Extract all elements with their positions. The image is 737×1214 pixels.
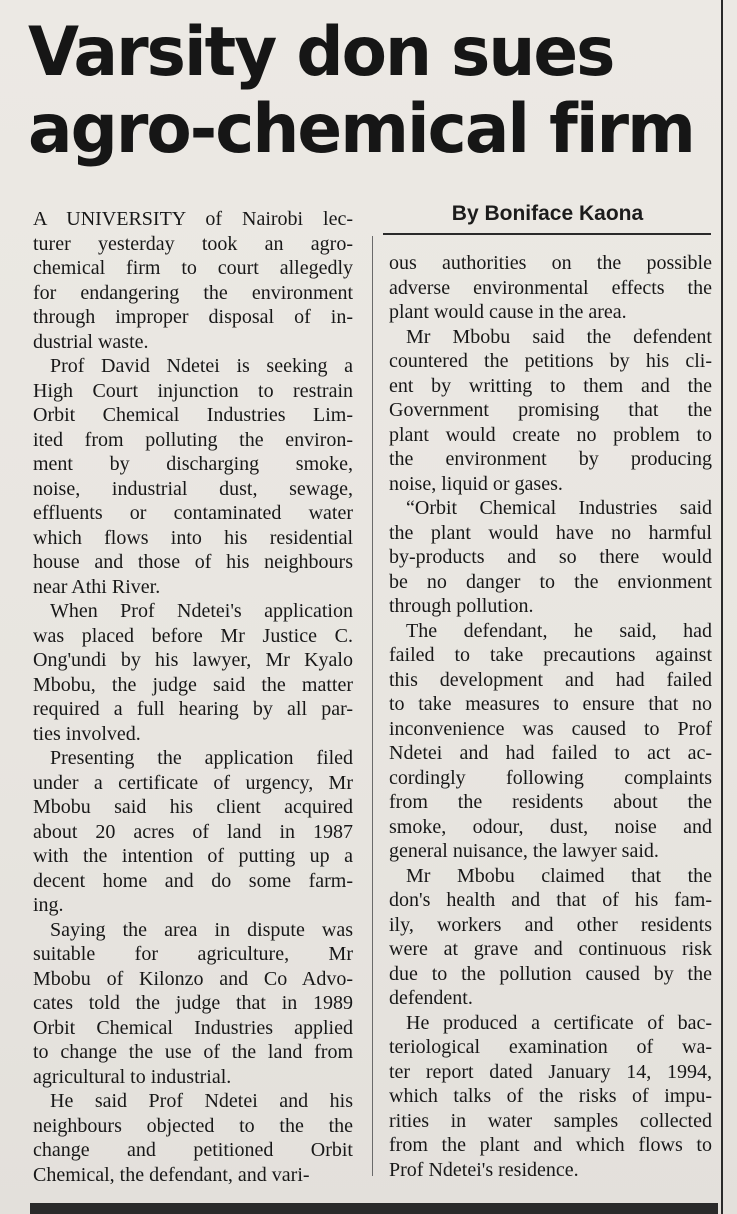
paragraph: [389, 251, 712, 325]
paragraph: [33, 1089, 353, 1187]
text-line: ily, workers and other residents: [389, 913, 712, 936]
text-line: general nuisance, the lawyer said.: [389, 840, 659, 862]
headline-line-2: agro-chemical firm: [28, 90, 694, 169]
text-line: “Orbit Chemical Industries said: [406, 497, 712, 519]
text-line: suitable for agriculture, Mr: [33, 943, 353, 965]
text-line: A UNIVERSITY of Nairobi lec-: [33, 208, 353, 230]
byline-rule: [383, 233, 711, 235]
text-line: near Athi River.: [33, 575, 161, 598]
text-line: rities in water samples collected: [389, 1109, 712, 1132]
text-line: smoke, odour, dust, noise and: [389, 815, 712, 838]
text-line: ment by discharging smoke,: [33, 453, 353, 475]
text-line: to take measures to ensure that no: [389, 693, 712, 715]
text-line: change and petitioned Orbit: [33, 1139, 353, 1161]
text-line: under a certificate of urgency, Mr: [33, 771, 353, 794]
text-line: from the plant and which flows to: [389, 1134, 712, 1156]
byline: By Boniface Kaona: [451, 202, 644, 225]
text-line: noise, industrial dust, sewage,: [33, 477, 353, 500]
text-line: house and those of his neighbours: [33, 551, 353, 573]
text-line: High Court injunction to restrain: [33, 379, 353, 402]
bottom-rule: [30, 1203, 718, 1214]
article-column-left: [33, 207, 353, 1187]
headline-line-1: Varsity don sues: [28, 13, 614, 92]
text-line: the plant would have no harmful: [389, 521, 712, 544]
text-line: ter report dated January 14, 1994,: [389, 1060, 712, 1083]
article-column-right: [389, 251, 712, 1182]
paragraph: [33, 599, 353, 746]
paragraph: [389, 864, 712, 1011]
column-divider: [372, 236, 373, 1176]
text-line: Mr Mbobu claimed that the: [406, 864, 712, 887]
text-line: ties involved.: [33, 722, 141, 745]
text-line: Mbobu of Kilonzo and Co Advo-: [33, 967, 353, 990]
text-line: decent home and do some farm-: [33, 869, 353, 892]
text-line: He said Prof Ndetei and his: [50, 1090, 353, 1112]
text-line: Chemical, the defendant, and vari-: [33, 1163, 310, 1186]
paragraph: [33, 354, 353, 599]
text-line: ous authorities on the possible: [389, 252, 712, 274]
text-line: don's health and that of his fam-: [389, 889, 712, 911]
paragraph: [33, 207, 353, 354]
text-line: Saying the area in dispute was: [50, 918, 353, 941]
text-line: Ndetei and had failed to act ac-: [389, 742, 712, 764]
headline: [28, 14, 697, 168]
text-line: neighbours objected to the the: [33, 1114, 353, 1137]
text-line: chemical firm to court allegedly: [33, 257, 353, 279]
text-line: noise, liquid or gases.: [389, 472, 563, 495]
text-line: Prof Ndetei's residence.: [389, 1158, 579, 1181]
text-line: for endangering the environment: [33, 281, 353, 304]
paragraph: [389, 496, 712, 619]
text-line: countered the petitions by his cli-: [389, 350, 712, 372]
text-line: The defendant, he said, had: [406, 619, 712, 642]
text-line: ing.: [33, 894, 64, 916]
text-line: Orbit Chemical Industries Lim-: [33, 404, 353, 426]
paragraph: [389, 325, 712, 497]
text-line: from the residents about the: [389, 791, 712, 813]
text-line: plant would create no problem to: [389, 423, 712, 446]
text-line: were at grave and continuous risk: [389, 938, 712, 960]
text-line: Mbobu said his client acquired: [33, 796, 353, 818]
text-line: agricultural to industrial.: [33, 1065, 232, 1088]
text-line: dustrial waste.: [33, 330, 149, 353]
text-line: the environment by producing: [389, 448, 712, 470]
text-line: Prof David Ndetei is seeking a: [50, 355, 353, 377]
text-line: Orbit Chemical Industries applied: [33, 1016, 353, 1039]
text-line: Mr Mbobu said the defendent: [406, 325, 712, 348]
text-line: be no danger to the envionment: [389, 570, 712, 593]
text-line: plant would cause in the area.: [389, 301, 627, 323]
text-line: When Prof Ndetei's application: [50, 600, 353, 622]
text-line: which flows into his residential: [33, 526, 353, 549]
text-line: ited from polluting the environ-: [33, 428, 353, 451]
paragraph: [33, 746, 353, 918]
right-border-rule: [721, 0, 723, 1214]
text-line: adverse environmental effects the: [389, 276, 712, 299]
text-line: He produced a certificate of bac-: [406, 1011, 712, 1034]
text-line: due to the pollution caused by the: [389, 962, 712, 985]
text-line: was placed before Mr Justice C.: [33, 624, 353, 647]
text-line: inconvenience was caused to Prof: [389, 717, 712, 740]
text-line: through improper disposal of in-: [33, 306, 353, 328]
text-line: Ong'undi by his lawyer, Mr Kyalo: [33, 649, 353, 671]
text-line: by-products and so there would: [389, 546, 712, 568]
text-line: ent by writting to them and the: [389, 374, 712, 397]
text-line: Mbobu, the judge said the matter: [33, 673, 353, 696]
paragraph: [389, 1011, 712, 1183]
text-line: turer yesterday took an agro-: [33, 232, 353, 255]
text-line: failed to take precautions against: [389, 644, 712, 666]
text-line: Government promising that the: [389, 399, 712, 421]
text-line: effluents or contaminated water: [33, 502, 353, 524]
text-line: which talks of the risks of impu-: [389, 1085, 712, 1107]
text-line: cordingly following complaints: [389, 766, 712, 789]
text-line: this development and had failed: [389, 668, 712, 691]
paragraph: [33, 918, 353, 1090]
text-line: to change the use of the land from: [33, 1041, 353, 1063]
text-line: with the intention of putting up a: [33, 845, 353, 867]
text-line: cates told the judge that in 1989: [33, 992, 353, 1014]
text-line: Presenting the application filed: [50, 747, 353, 769]
text-line: about 20 acres of land in 1987: [33, 820, 353, 843]
text-line: teriological examination of wa-: [389, 1036, 712, 1058]
text-line: through pollution.: [389, 595, 534, 617]
paragraph: [389, 619, 712, 864]
text-line: defendent.: [389, 987, 473, 1009]
text-line: required a full hearing by all par-: [33, 698, 353, 720]
